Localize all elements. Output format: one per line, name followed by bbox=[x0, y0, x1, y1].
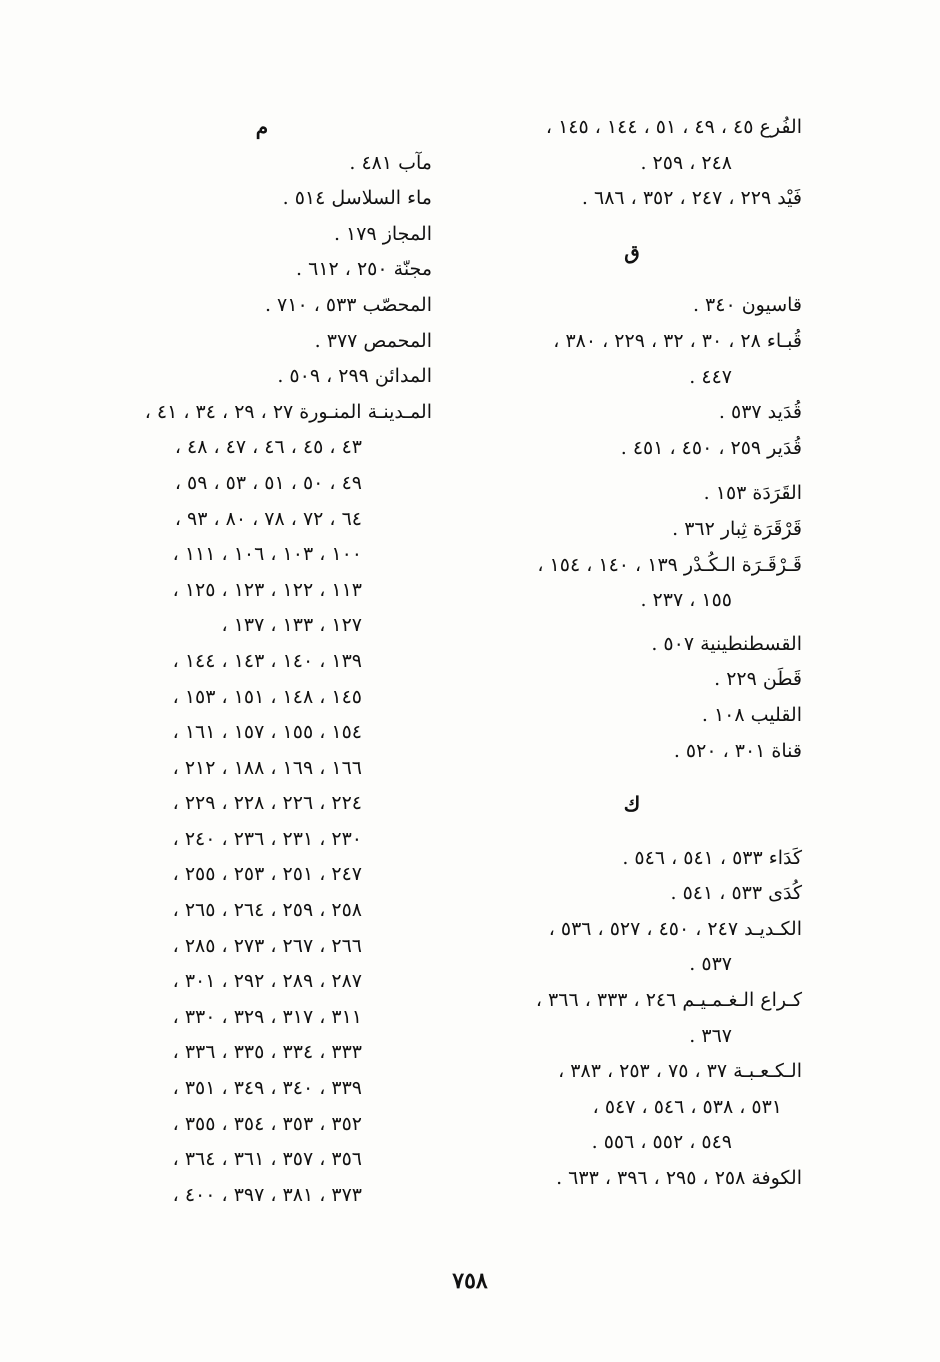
entry-line: المـدينـة المنـورة ٢٧ ، ٢٩ ، ٣٤ ، ٤١ ، bbox=[144, 400, 432, 423]
entry-line: قَـرْقَـرَة الـكُـدْر ١٣٩ ، ١٤٠ ، ١٥٤ ، bbox=[537, 553, 802, 576]
entry-line: الكوفة ٢٥٨ ، ٢٩٥ ، ٣٩٦ ، ٦٣٣ . bbox=[556, 1167, 802, 1190]
entry-line: كـراع الـغـمـيـم ٢٤٦ ، ٣٣٣ ، ٣٦٦ ، bbox=[535, 989, 802, 1012]
entry-continuation: ٥٣١ ، ٥٣٨ ، ٥٤٦ ، ٥٤٧ ، bbox=[592, 1095, 782, 1118]
entry-continuation: ٣٦٧ . bbox=[689, 1024, 732, 1047]
madina-refs-list bbox=[92, 430, 432, 1213]
entry-continuation: ٢٦٦ ، ٢٦٧ ، ٢٧٣ ، ٢٨٥ ، bbox=[172, 934, 362, 957]
left-column bbox=[92, 110, 432, 1213]
entry-continuation: ٣٣٣ ، ٣٣٤ ، ٣٣٥ ، ٣٣٦ ، bbox=[172, 1041, 362, 1064]
section-header-qaf: ق bbox=[624, 239, 640, 264]
entry-line: المدائن ٢٩٩ ، ٥٠٩ . bbox=[277, 365, 432, 388]
entry-continuation: ٢٤٧ ، ٢٥١ ، ٢٥٣ ، ٢٥٥ ، bbox=[172, 863, 362, 886]
entry-continuation: ٣١١ ، ٣١٧ ، ٣٢٩ ، ٣٣٠ ، bbox=[172, 1005, 362, 1028]
entry-line: كَدَاء ٥٣٣ ، ٥٤١ ، ٥٤٦ . bbox=[622, 846, 802, 869]
entry-continuation: ١٢٧ ، ١٣٣ ، ١٣٧ ، bbox=[221, 614, 362, 637]
entry-continuation: ٥٣٧ . bbox=[689, 953, 732, 976]
entry-continuation: ٢٥٨ ، ٢٥٩ ، ٢٦٤ ، ٢٦٥ ، bbox=[172, 899, 362, 922]
entry-line: القسطنطينية ٥٠٧ . bbox=[651, 632, 802, 655]
entry-line: المحصّب ٥٣٣ ، ٧١٠ . bbox=[264, 293, 432, 316]
entry-continuation: ١٦٦ ، ١٦٩ ، ١٨٨ ، ٢١٢ ، bbox=[172, 756, 362, 779]
entry-line: مجنّة ٢٥٠ ، ٦١٢ . bbox=[296, 258, 432, 281]
entry-continuation: ٤٤٧ . bbox=[689, 365, 732, 388]
entry-continuation: ٢٨٧ ، ٢٨٩ ، ٢٩٢ ، ٣٠١ ، bbox=[172, 970, 362, 993]
entry-line: كُدَى ٥٣٣ ، ٥٤١ . bbox=[670, 882, 802, 905]
entry-continuation: ١٠٠ ، ١٠٣ ، ١٠٦ ، ١١١ ، bbox=[172, 543, 362, 566]
entry-line: القَرَدَة ١٥٣ . bbox=[703, 482, 802, 505]
entry-line: المحمص ٣٧٧ . bbox=[314, 329, 432, 352]
section-header-kaf: ك bbox=[623, 792, 641, 817]
entry-continuation: ٣٧٣ ، ٣٨١ ، ٣٩٧ ، ٤٠٠ ، bbox=[172, 1183, 362, 1206]
entry-continuation: ٣٣٩ ، ٣٤٠ ، ٣٤٩ ، ٣٥١ ، bbox=[172, 1077, 362, 1100]
entry-line: فَيْد ٢٢٩ ، ٢٤٧ ، ٣٥٢ ، ٦٨٦ . bbox=[581, 187, 802, 210]
entry-line: الفُرع ٤٥ ، ٤٩ ، ٥١ ، ١٤٤ ، ١٤٥ ، bbox=[545, 116, 802, 138]
entry-line: قَرْقَرَة ثِبار ٣٦٢ . bbox=[672, 517, 802, 540]
entry-continuation: ١١٣ ، ١٢٢ ، ١٢٣ ، ١٢٥ ، bbox=[172, 578, 362, 601]
entry-line: قُدَيد ٥٣٧ . bbox=[718, 401, 802, 424]
entry-line: ماء السلاسل ٥١٤ . bbox=[282, 187, 432, 210]
entry-continuation: ٣٥٢ ، ٣٥٣ ، ٣٥٤ ، ٣٥٥ ، bbox=[172, 1112, 362, 1135]
right-column bbox=[462, 110, 802, 1197]
entry-continuation: ١٤٥ ، ١٤٨ ، ١٥١ ، ١٥٣ ، bbox=[172, 685, 362, 708]
entry-line: قَطَن ٢٢٩ . bbox=[714, 668, 802, 691]
entry-line: مآب ٤٨١ . bbox=[349, 151, 432, 174]
entry-line: قناة ٣٠١ ، ٥٢٠ . bbox=[673, 739, 802, 762]
entry-line: المجاز ١٧٩ . bbox=[333, 222, 432, 245]
entry-line: قُدَير ٢٥٩ ، ٤٥٠ ، ٤٥١ . bbox=[620, 436, 802, 459]
entry-continuation: ٦٤ ، ٧٢ ، ٧٨ ، ٨٠ ، ٩٣ ، bbox=[174, 507, 362, 530]
entry-continuation: ٥٤٩ ، ٥٥٢ ، ٥٥٦ . bbox=[591, 1131, 732, 1154]
section-header-mim: م bbox=[255, 115, 269, 139]
entry-continuation: ١٥٤ ، ١٥٥ ، ١٥٧ ، ١٦١ ، bbox=[172, 721, 362, 744]
page-number: ٧٥٨ bbox=[452, 1268, 488, 1294]
entry-continuation: ٢٢٤ ، ٢٢٦ ، ٢٢٨ ، ٢٢٩ ، bbox=[172, 792, 362, 815]
entry-line: الـكـعـبـة ٣٧ ، ٧٥ ، ٢٥٣ ، ٣٨٣ ، bbox=[558, 1060, 802, 1083]
entry-continuation: ٣٥٦ ، ٣٥٧ ، ٣٦١ ، ٣٦٤ ، bbox=[172, 1148, 362, 1171]
entry-line: قاسيون ٣٤٠ . bbox=[692, 294, 802, 317]
entry-continuation: ١٥٥ ، ٢٣٧ . bbox=[640, 589, 732, 612]
entry-continuation: ٤٩ ، ٥٠ ، ٥١ ، ٥٣ ، ٥٩ ، bbox=[174, 471, 362, 494]
entry-continuation: ٢٣٠ ، ٢٣١ ، ٢٣٦ ، ٢٤٠ ، bbox=[172, 827, 362, 850]
entry-continuation: ٤٣ ، ٤٥ ، ٤٦ ، ٤٧ ، ٤٨ ، bbox=[174, 436, 362, 459]
entry-continuation: ١٣٩ ، ١٤٠ ، ١٤٣ ، ١٤٤ ، bbox=[172, 649, 362, 672]
entry-line: الكـديـد ٢٤٧ ، ٤٥٠ ، ٥٢٧ ، ٥٣٦ ، bbox=[548, 917, 802, 940]
entry-line: قُبـاء ٢٨ ، ٣٠ ، ٣٢ ، ٢٢٩ ، ٣٨٠ ، bbox=[553, 329, 802, 352]
entry-continuation: ٢٤٨ ، ٢٥٩ . bbox=[640, 151, 732, 174]
entry-line: القليب ١٠٨ . bbox=[701, 703, 802, 726]
